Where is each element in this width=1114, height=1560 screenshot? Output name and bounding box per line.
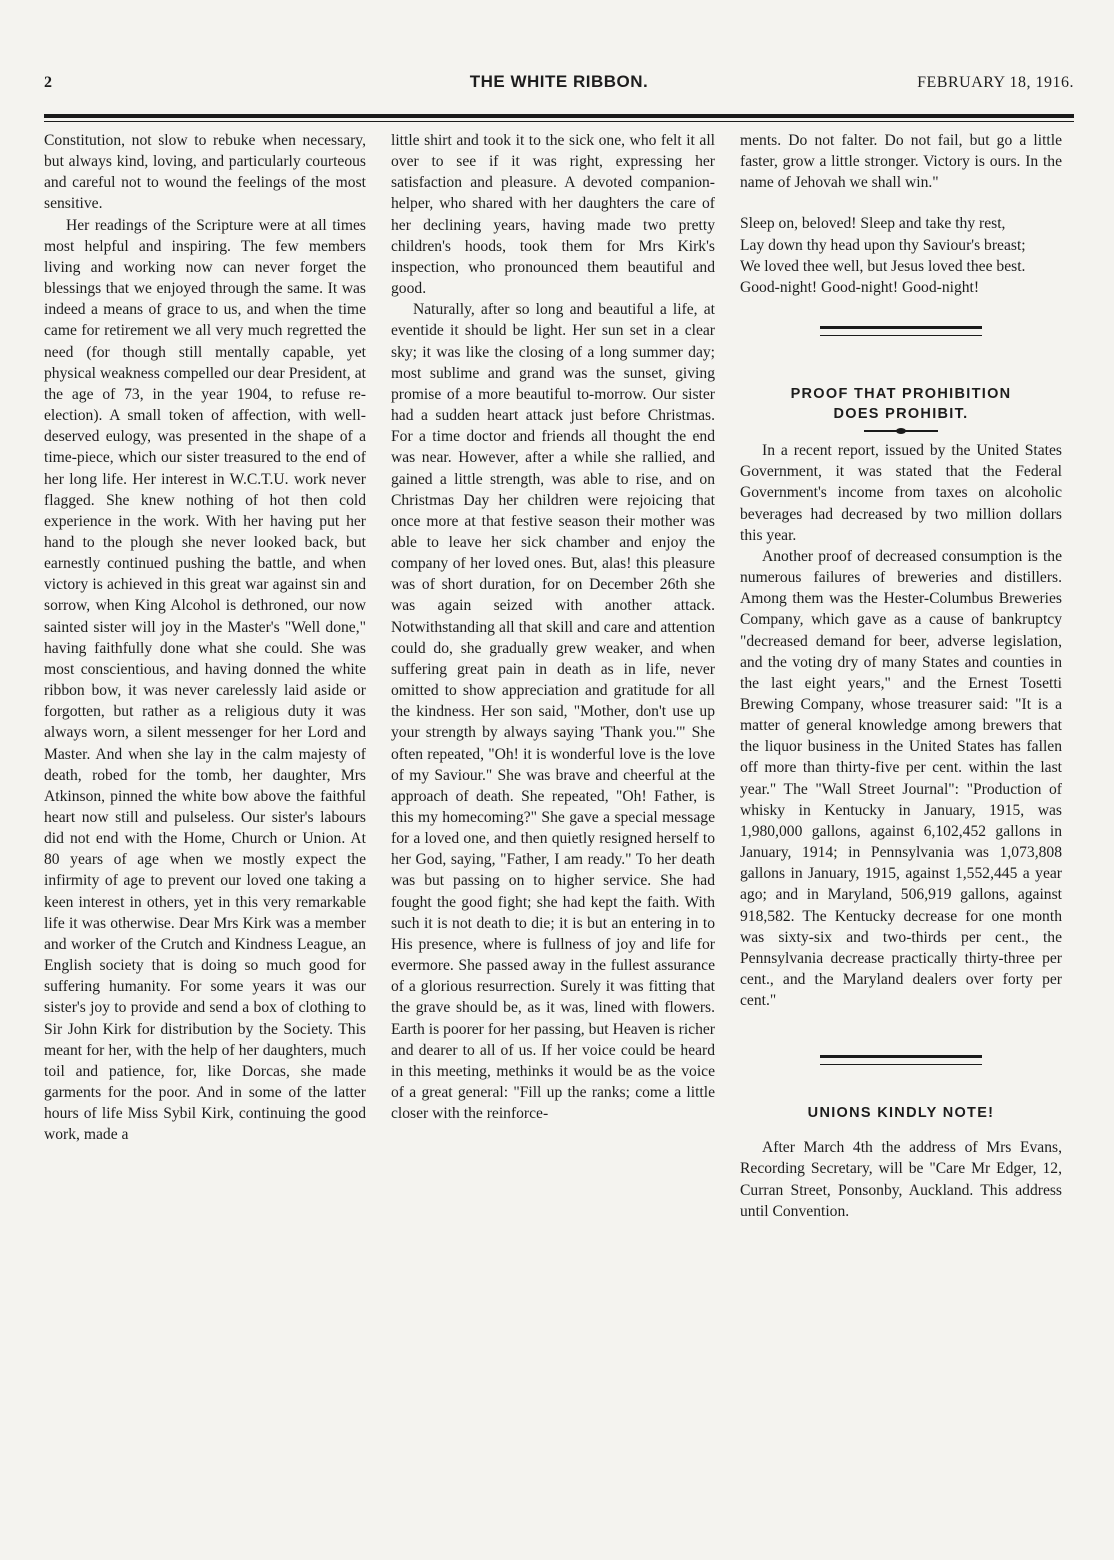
column-1 — [44, 130, 366, 1146]
publication-title: THE WHITE RIBBON. — [469, 72, 649, 91]
article-heading — [740, 384, 1062, 424]
heading-ornament — [864, 430, 938, 432]
column-2 — [391, 130, 715, 1124]
paragraph: little shirt and took it to the sick one, who felt it all over to see if it was right, expressing her satisfaction and pleasure. A devoted companion-helper, who shared with her daughters the care of her declining years, having made two pretty children's hoods, took them for Mrs Kirk's inspection, who pronounced them beautiful and good. — [391, 132, 715, 298]
header-rule-thin — [44, 121, 1074, 122]
poem-line: We loved thee well, but Jesus loved thee best. — [740, 257, 1026, 275]
heading-line: DOES PROHIBIT. — [833, 406, 969, 423]
paragraph: Naturally, after so long and beautiful a life, at eventide it should be light. Her sun set in a clear sky; it was like the closing of a long summer day; most sublime and grand was the sunset, giving promise of a more beautiful to-morrow. Our sister had a sudden heart attack just before Christmas. For a time doctor and friends all thought the end was near. However, after a while she rallied, and gained a little strength, was able to rise, and on Christmas Day her children were rejoicing that once more at that festive season their mother was able to leave her sick chamber and enjoy the company of her loved ones. But, alas! this pleasure was of short duration, for on December 26th she was again seized with another attack. Notwithstanding all that skill and care and attention could do, she gradually grew weaker, and when suffering great pain in death as in life, never omitted to show appreciation and gratitude for all the kindness. Her son said, "Mother, don't use up your strength by always saying 'Thank you.'" She often repeated, "Oh! it is wonderful love is the love of my Saviour." She was brave and cheerful at the approach of death. She repeated, "Oh! Father, is this my homecoming?" She gave a special message for a loved one, and then quietly resigned herself to her God, saying, "Father, I am ready." To her death was but passing on to higher service. She had fought the good fight; she had kept the faith. With such it is not death to die; it is but an entering in to His presence, where is fullness of joy and life for evermore. She passed away in the fullest assurance of a glorious resurrection. Surely it was fitting that the grave should be, as it was, lined with flowers. Earth is poorer for her passing, but Heaven is richer and dearer to all of us. If her voice could be heard in this meeting, methinks it would be as the voice of a great general: "Fill up the ranks; come a little closer with the reinforce- — [391, 301, 715, 1123]
section-divider — [820, 326, 982, 336]
column-3 — [740, 130, 1062, 1222]
paragraph: Another proof of decreased consumption is the numerous failures of breweries and distillers. Among them was the Hester-Columbus Breweries Company, which gave as a cause of bankruptcy "decreased demand for beer, adverse legislation, and the voting dry of many States and counties in the last eight years," and the Ernest Tosetti Brewing Company, whose treasurer said: "It is a matter of general knowledge among brewers that the liquor business in the United States has fallen off more than thirty-five per cent. within the last year." The "Wall Street Journal": "Production of whisky in Kentucky in January, 1915, was 1,980,000 gallons, against 6,102,452 gallons in January, 1914; in Pennsylvania was 1,073,808 gallons in January, 1915, against 1,552,445 a year ago; and in Maryland, 506,919 gallons, against 918,582. The Kentucky decrease for one month was sixty-six and two-thirds per cent., the Pennsylvania decrease practically thirty-three per cent., and the Maryland dealers over forty per cent." — [740, 547, 1062, 1010]
article-heading: UNIONS KINDLY NOTE! — [807, 1105, 995, 1122]
poem-line: Good-night! Good-night! Good-night! — [740, 278, 980, 296]
issue-date: FEBRUARY 18, 1916. — [917, 74, 1074, 91]
paragraph: In a recent report, issued by the United States Government, it was stated that the Federal Government's income from taxes on alcoholic beverages had decreased by two million dollars this year. — [740, 442, 1062, 544]
paragraph: Constitution, not slow to rebuke when necessary, but always kind, loving, and particularly courteous and careful not to wound the feelings of the most sensitive. — [44, 132, 366, 213]
page-number: 2 — [44, 74, 52, 91]
poem-line: Lay down thy head upon thy Saviour's breast; — [740, 236, 1026, 254]
paragraph: After March 4th the address of Mrs Evans, Recording Secretary, will be "Care Mr Edger, 12, Curran Street, Ponsonby, Auckland. This address until Convention. — [740, 1139, 1062, 1220]
poem — [740, 213, 1062, 298]
paragraph: Her readings of the Scripture were at all times most helpful and inspiring. The few members living and working now can never forget the blessings that we enjoyed through the same. It was indeed a means of grace to us, and when the time came for retirement we all very much regretted the need (for though still mentally capable, yet physical weakness compelled our dear President, at the age of 73, in the year 1904, to refuse re-election). A small token of affection, with well-deserved eulogy, was presented in the shape of a time-piece, which our sister treasured to the end of her long life. Her interest in W.C.T.U. work never flagged. She knew nothing of hot then cold experience in the work. With her having put her hand to the plough she never looked back, but earnestly continued pushing the battle, and when victory is achieved in this great war against sin and sorrow, when King Alcohol is dethroned, our now sainted sister will joy in the Master's "Well done," having faithfully done what she could. She was most conscientious, and having donned the white ribbon bow, it was never carelessly laid aside or forgotten, but rather as a religious duty it was always worn, a silent messenger for her Lord and Master. And when she lay in the calm majesty of death, robed for the tomb, her daughter, Mrs Atkinson, pinned the white bow above the faithful heart now still and pulseless. Our sister's labours did not end with the Home, Church or Union. At 80 years of age when we mostly expect the infirmity of age to prevent our loved one taking a keen interest in others, yet in this very remarkable life it was otherwise. Dear Mrs Kirk was a member and worker of the Crutch and Kindness League, an English society that is doing so much good for suffering humanity. For some years it was our sister's joy to provide and send a box of clothing to Sir John Kirk for distribution by the Society. This meant for her, with the help of her daughters, much toil and patience, for, like Dorcas, she made garments for the poor. And in some of the latter hours of life Miss Sybil Kirk, continuing the good work, made a — [44, 216, 366, 1144]
header-rule-thick — [44, 114, 1074, 118]
poem-line: Sleep on, beloved! Sleep and take thy rest, — [740, 215, 1006, 233]
heading-line: PROOF THAT PROHIBITION — [790, 386, 1012, 403]
section-divider — [820, 1055, 982, 1065]
paragraph: ments. Do not falter. Do not fail, but go a little faster, grow a little stronger. Victory is ours. In the name of Jehovah we shall win." — [740, 132, 1062, 192]
page-header — [44, 68, 1074, 108]
